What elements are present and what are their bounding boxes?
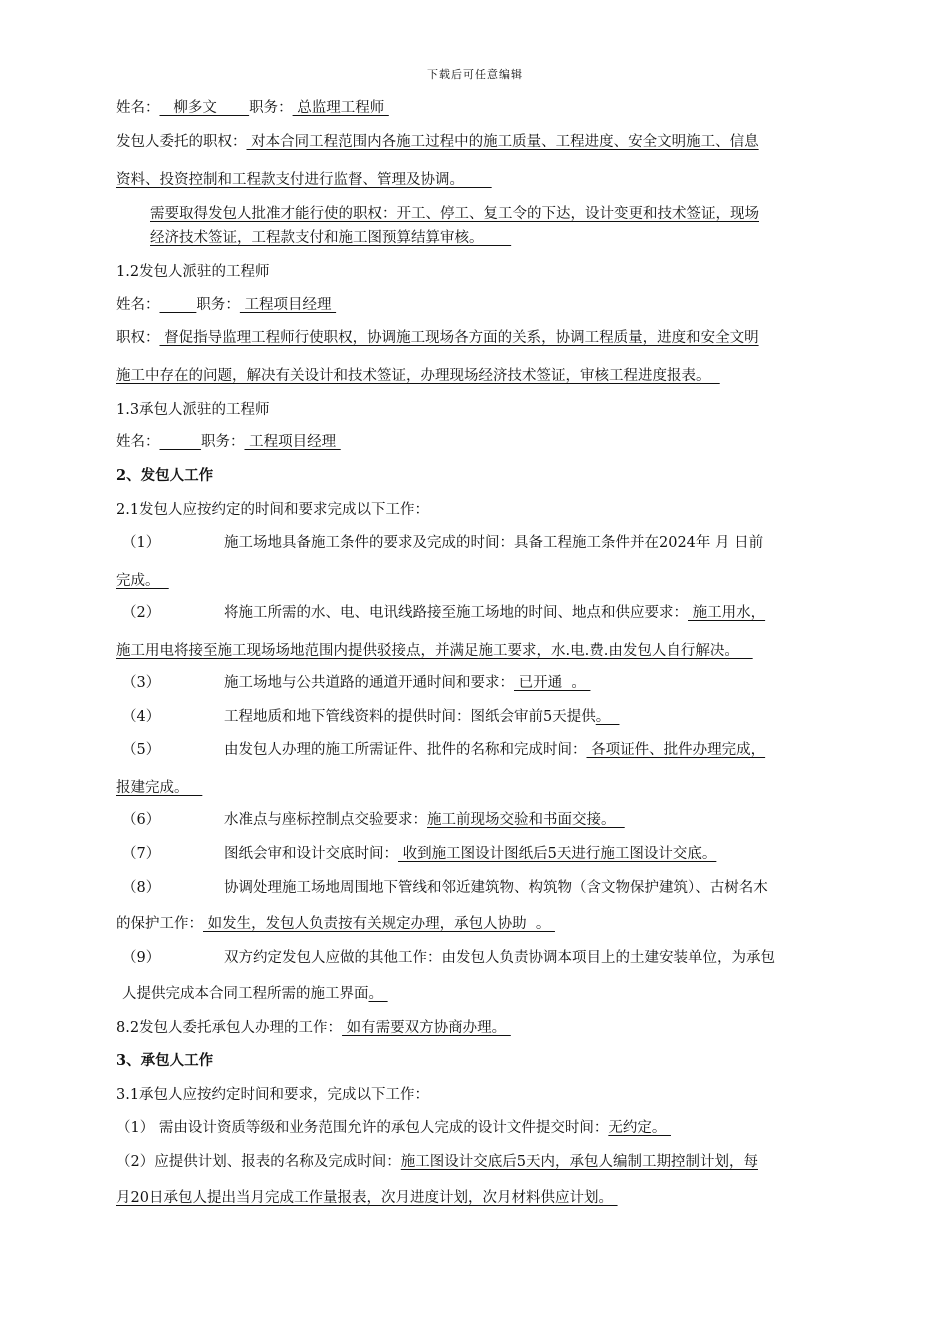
- section-3-heading: 3、承包人工作: [116, 1052, 214, 1069]
- contractor-item-2: （2）应提供计划、报表的名称及完成时间：施工图设计交底后5天内，承包人编制工期控制计划，每: [116, 1154, 758, 1170]
- employer-engineer-authority-cont: 施工中存在的问题，解决有关设计和技术签证，办理现场经济技术签证，审核工程进度报表。: [116, 368, 720, 384]
- authority-line-cont: 资料、投资控制和工程款支付进行监督、管理及协调。: [116, 172, 492, 188]
- employer-item-1-cont: 完成。: [116, 573, 169, 589]
- employer-item-9: （9） 双方约定发包人应做的其他工作：由发包人负责协调本项目上的土建安装单位，为承包: [122, 950, 775, 966]
- section-1-2-title: 1.2发包人派驻的工程师: [116, 264, 270, 280]
- position-label: 职务：: [249, 100, 293, 116]
- section-3-1-title: 3.1承包人应按约定时间和要求，完成以下工作：: [116, 1087, 430, 1103]
- employer-engineer-authority: 职权： 督促指导监理工程师行使职权，协调施工现场各方面的关系，协调工程质量，进度和安全文明: [116, 330, 759, 346]
- employer-item-3: （3） 施工场地与公共道路的通道开通时间和要求： 已开通 。: [122, 675, 591, 691]
- approval-authority-line-cont: 经济技术签证，工程款支付和施工图预算结算审核。: [150, 230, 512, 246]
- employer-item-2-cont: 施工用电将接至施工现场场地范围内提供驳接点，并满足施工要求，水.电.费.由发包人自行解决。: [116, 643, 753, 659]
- employer-item-9-cont: 人提供完成本合同工程所需的施工界面。: [122, 986, 388, 1002]
- contractor-item-2-cont: 月20日承包人提出当月完成工作量报表，次月进度计划，次月材料供应计划。: [116, 1190, 618, 1206]
- employer-item-5-cont: 报建完成。: [116, 780, 203, 796]
- name-value: [160, 434, 201, 450]
- employer-item-5: （5） 由发包人办理的施工所需证件、批件的名称和完成时间： 各项证件、批件办理完成，: [122, 742, 766, 758]
- name-value: [160, 297, 197, 313]
- contractor-item-1: （1） 需由设计资质等级和业务范围允许的承包人完成的设计文件提交时间：无约定。: [116, 1120, 671, 1136]
- employer-item-8-cont: 的保护工作： 如发生，发包人负责按有关规定办理，承包人协助 。: [116, 916, 555, 932]
- position-value: 工程项目经理: [244, 434, 341, 450]
- employer-item-6: （6） 水准点与座标控制点交验要求：施工前现场交验和书面交接。: [122, 812, 625, 828]
- contractor-engineer-line: 姓名： 职务： 工程项目经理: [116, 434, 341, 450]
- employer-engineer-line: 姓名： 职务： 工程项目经理: [116, 297, 337, 313]
- authority-value: 对本合同工程范围内各施工过程中的施工质量、工程进度、安全文明施工、信息: [246, 134, 759, 150]
- position-value: 工程项目经理: [239, 297, 337, 313]
- authority-line: [116, 130, 759, 151]
- section-1-3-title: 1.3承包人派驻的工程师: [116, 402, 270, 418]
- section-8-2-line: 8.2发包人委托承包人办理的工作： 如有需要双方协商办理。: [116, 1020, 511, 1036]
- chief-supervisor-line: [116, 96, 389, 117]
- section-2-heading: 2、发包人工作: [116, 467, 214, 484]
- page-header-note: 下载后可任意编辑: [427, 68, 523, 81]
- authority-label: 发包人委托的职权：: [116, 134, 247, 150]
- section-2-1-title: 2.1发包人应按约定的时间和要求完成以下工作：: [116, 502, 430, 518]
- name-value: 柳多文: [159, 100, 250, 116]
- approval-authority-line: 需要取得发包人批准才能行使的职权：开工、停工、复工令的下达，设计变更和技术签证，现场: [150, 206, 759, 222]
- employer-item-4: （4） 工程地质和地下管线资料的提供时间：图纸会审前5天提供。: [122, 709, 620, 725]
- position-value: 总监理工程师: [292, 100, 389, 116]
- employer-item-7: （7） 图纸会审和设计交底时间： 收到施工图设计图纸后5天进行施工图设计交底。: [122, 846, 717, 862]
- employer-item-1: （1） 施工场地具备施工条件的要求及完成的时间：具备工程施工条件并在2024年 月 日前: [122, 535, 764, 551]
- employer-item-2: （2） 将施工所需的水、电、电讯线路接至施工场地的时间、地点和供应要求： 施工用水，: [122, 605, 766, 621]
- employer-item-8: （8） 协调处理施工场地周围地下管线和邻近建筑物、构筑物（含文物保护建筑）、古树名木: [122, 880, 768, 896]
- name-label: 姓名：: [116, 100, 160, 116]
